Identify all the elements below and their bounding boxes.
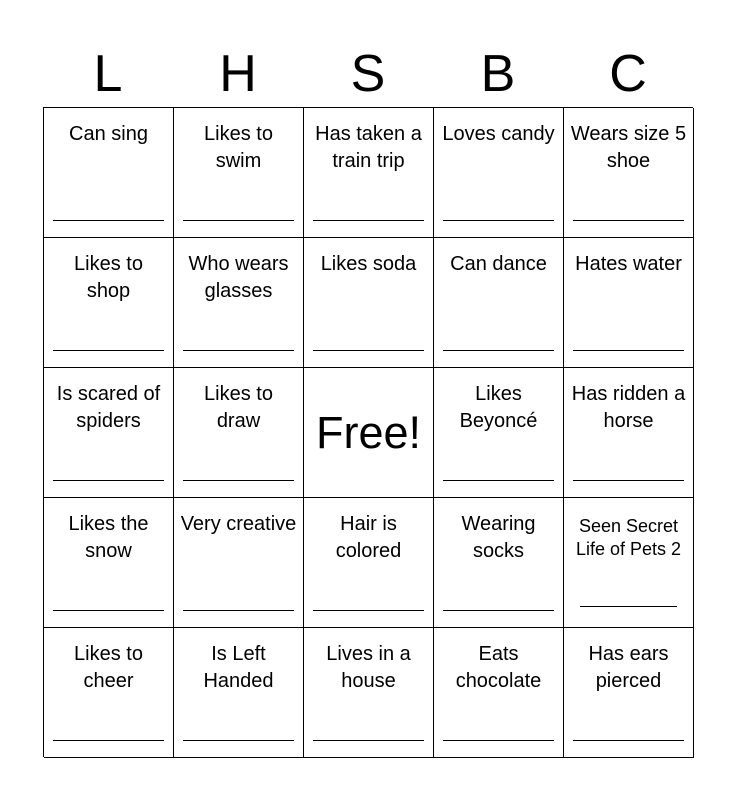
bingo-cell[interactable]	[434, 368, 564, 498]
signature-line	[443, 610, 554, 611]
cell-label: Has ridden a horse	[571, 383, 686, 432]
bingo-cell[interactable]	[44, 108, 174, 238]
bingo-cell[interactable]	[434, 498, 564, 628]
signature-line	[183, 350, 294, 351]
cell-label: Can sing	[69, 123, 148, 145]
cell-label: Likes to swim	[204, 123, 273, 172]
bingo-cell[interactable]	[44, 238, 174, 368]
cell-label: Hates water	[575, 253, 682, 275]
cell-label: Has ears pierced	[588, 643, 669, 692]
bingo-cell[interactable]	[564, 498, 694, 628]
cell-label: Eats chocolate	[455, 643, 542, 692]
signature-line	[573, 220, 684, 221]
header-letter-s: S	[350, 45, 386, 103]
signature-line	[573, 350, 684, 351]
bingo-grid	[43, 107, 693, 757]
bingo-cell[interactable]	[564, 628, 694, 758]
signature-line	[443, 740, 554, 741]
bingo-cell[interactable]	[434, 238, 564, 368]
signature-line	[443, 220, 554, 221]
cell-label: Wearing socks	[461, 513, 536, 562]
signature-line	[53, 610, 164, 611]
bingo-cell[interactable]	[434, 108, 564, 238]
cell-label: Lives in a house	[326, 643, 411, 692]
bingo-header	[43, 40, 693, 108]
bingo-cell[interactable]	[564, 238, 694, 368]
signature-line	[53, 480, 164, 481]
bingo-cell[interactable]	[174, 628, 304, 758]
cell-label: Likes Beyoncé	[459, 383, 538, 432]
signature-line	[313, 610, 424, 611]
cell-label: Is scared of spiders	[56, 383, 161, 432]
header-letter-h: H	[219, 45, 257, 103]
header-letter-l: L	[93, 45, 123, 103]
signature-line	[53, 350, 164, 351]
cell-label: Is Left Handed	[203, 643, 274, 692]
bingo-cell[interactable]	[44, 368, 174, 498]
bingo-cell[interactable]	[304, 628, 434, 758]
cell-label: Who wears glasses	[188, 253, 289, 302]
bingo-cell[interactable]	[174, 108, 304, 238]
bingo-cell[interactable]	[304, 498, 434, 628]
bingo-cell[interactable]	[44, 498, 174, 628]
cell-label: Has taken a train trip	[315, 123, 422, 172]
cell-label: Hair is colored	[335, 513, 402, 562]
cell-label: Can dance	[450, 253, 547, 275]
signature-line	[573, 740, 684, 741]
signature-line	[443, 480, 554, 481]
bingo-cell[interactable]	[564, 108, 694, 238]
bingo-cell[interactable]	[174, 238, 304, 368]
signature-line	[313, 220, 424, 221]
cell-label: Likes to cheer	[74, 643, 143, 692]
cell-label: Likes the snow	[68, 513, 149, 562]
cell-label: Likes to shop	[74, 253, 143, 302]
cell-label: Seen Secret Life of Pets 2	[575, 516, 682, 559]
signature-line	[53, 220, 164, 221]
bingo-cell[interactable]	[564, 368, 694, 498]
signature-line	[313, 740, 424, 741]
bingo-cell[interactable]	[174, 498, 304, 628]
signature-line	[183, 220, 294, 221]
free-space	[304, 368, 434, 498]
cell-label: Wears size 5 shoe	[570, 123, 687, 172]
signature-line	[573, 480, 684, 481]
free-label: Free!	[315, 406, 422, 458]
signature-line	[313, 350, 424, 351]
bingo-cell[interactable]	[44, 628, 174, 758]
cell-label: Likes soda	[320, 253, 417, 275]
header-letter-c: C	[609, 45, 647, 103]
signature-line	[183, 480, 294, 481]
signature-line	[183, 610, 294, 611]
signature-line	[183, 740, 294, 741]
cell-label: Very creative	[180, 513, 297, 535]
signature-line	[443, 350, 554, 351]
cell-label: Loves candy	[442, 123, 555, 145]
signature-line	[53, 740, 164, 741]
bingo-cell[interactable]	[174, 368, 304, 498]
bingo-cell[interactable]	[434, 628, 564, 758]
cell-label: Likes to draw	[204, 383, 273, 432]
bingo-cell[interactable]	[304, 238, 434, 368]
signature-line	[580, 606, 677, 607]
header-letter-b: B	[480, 45, 516, 103]
bingo-cell[interactable]	[304, 108, 434, 238]
